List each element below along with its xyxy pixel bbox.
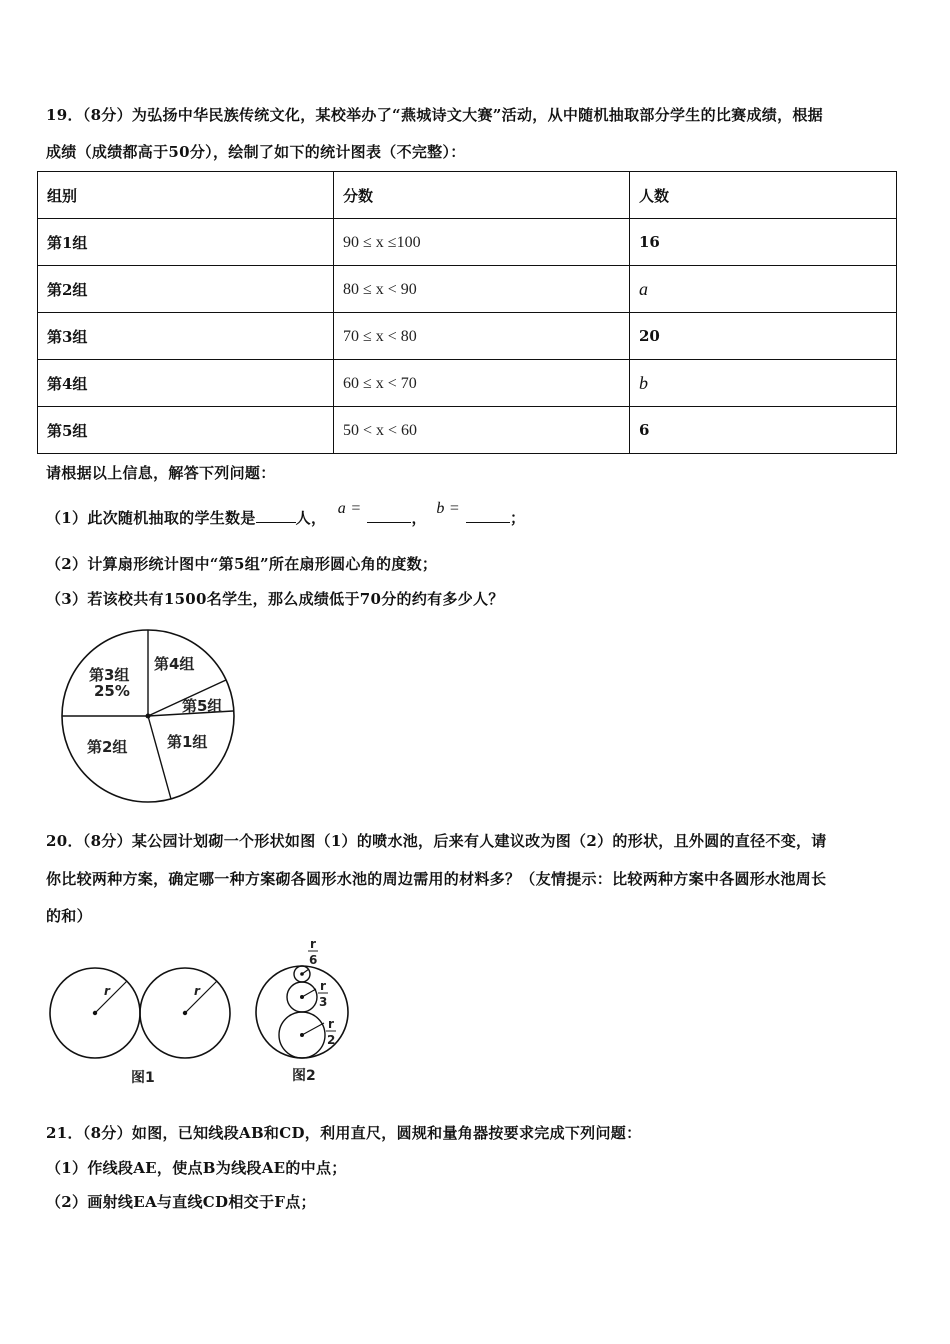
count-text: a bbox=[639, 278, 648, 299]
q20-text-line3: 的和） bbox=[46, 907, 92, 925]
table-row bbox=[38, 360, 897, 407]
group-cell: 第2组 bbox=[38, 266, 334, 313]
q19-part3: （3）若该校共有1500名学生，那么成绩低于70分的约有多少人？ bbox=[46, 590, 504, 608]
group-cell: 第1组 bbox=[38, 219, 334, 266]
fig1-right-center bbox=[183, 1011, 187, 1015]
part1-end: ； bbox=[510, 509, 526, 527]
table-row bbox=[38, 313, 897, 360]
fig1-r-label-right: r bbox=[194, 984, 200, 998]
range-text: 60 ≤ x < 70 bbox=[343, 374, 417, 392]
fig1-right-radius bbox=[185, 981, 217, 1013]
q21-text-line1: 21．（8分）如图，已知线段AB和CD，利用直尺，圆规和量角器按要求完成下列问题： bbox=[46, 1124, 642, 1142]
fig2-caption: 图2 bbox=[292, 1068, 316, 1084]
fig2-large-center bbox=[300, 1033, 304, 1037]
range-cell bbox=[334, 407, 630, 454]
part1-text-b: 人， bbox=[295, 509, 327, 527]
count-cell bbox=[630, 360, 897, 407]
answer-blank-count[interactable] bbox=[256, 508, 296, 523]
q20-text-line2: 你比较两种方案，确定哪一种方案砌各圆形水池的周边需用的材料多？（友情提示：比较两种方案中各圆形水池周长 bbox=[46, 870, 827, 888]
q20-text-line1: 20．（8分）某公园计划砌一个形状如图（1）的喷水池，后来有人建议改为图（2）的形状，且外圆的直径不变，请 bbox=[46, 832, 827, 850]
range-cell bbox=[334, 266, 630, 313]
fig2-small-center bbox=[300, 972, 304, 976]
fig2-medium-center bbox=[300, 995, 304, 999]
fig1-caption: 图1 bbox=[131, 1070, 155, 1086]
fig1-left-radius bbox=[95, 981, 127, 1013]
range-text: 90 ≤ x ≤100 bbox=[343, 233, 421, 251]
fig2-r2-den: 2 bbox=[327, 1033, 336, 1047]
count-text: b bbox=[639, 372, 648, 393]
group-cell: 第4组 bbox=[38, 360, 334, 407]
count-text: 16 bbox=[639, 233, 660, 251]
q19-text-line1: 19．（8分）为弘扬中华民族传统文化，某校举办了“燕城诗文大赛”活动，从中随机抽取部分学生的比赛成绩，根据 bbox=[46, 106, 823, 124]
pie-label-g3pct: 25% bbox=[94, 682, 130, 700]
q19-prompt: 请根据以上信息，解答下列问题： bbox=[46, 464, 276, 482]
pie-label-g2: 第2组 bbox=[87, 738, 128, 756]
pie-chart bbox=[55, 625, 245, 810]
header-score: 分数 bbox=[334, 172, 630, 219]
q19-part1 bbox=[46, 500, 526, 528]
fig2-medium-radius bbox=[302, 989, 316, 997]
table-row bbox=[38, 407, 897, 454]
table-row bbox=[38, 266, 897, 313]
pie-label-g4: 第4组 bbox=[154, 655, 195, 673]
fig2-r3-num: r bbox=[320, 979, 326, 993]
q21-part2: （2）画射线EA与直线CD相交于F点； bbox=[46, 1193, 316, 1211]
q21-part1: （1）作线段AE，使点B为线段AE的中点； bbox=[46, 1159, 347, 1177]
figure-1 bbox=[45, 960, 240, 1090]
part1-comma: ， bbox=[411, 509, 427, 527]
range-cell bbox=[334, 219, 630, 266]
count-cell bbox=[630, 407, 897, 454]
group-cell: 第5组 bbox=[38, 407, 334, 454]
range-text: 50 < x < 60 bbox=[343, 421, 418, 439]
b-var: b = bbox=[436, 500, 461, 517]
answer-blank-a[interactable] bbox=[367, 508, 411, 523]
part1-text-a: （1）此次随机抽取的学生数是 bbox=[46, 509, 256, 527]
q19-part2: （2）计算扇形统计图中“第5组”所在扇形圆心角的度数； bbox=[46, 555, 438, 573]
pie-center bbox=[146, 714, 151, 719]
header-group: 组别 bbox=[38, 172, 334, 219]
count-text: 20 bbox=[639, 327, 660, 345]
a-var: a = bbox=[337, 500, 362, 517]
fig2-large-radius bbox=[302, 1023, 324, 1035]
count-text: 6 bbox=[639, 421, 650, 439]
range-text: 70 ≤ x < 80 bbox=[343, 327, 417, 345]
range-text: 80 ≤ x < 90 bbox=[343, 280, 417, 298]
count-cell bbox=[630, 266, 897, 313]
answer-blank-b[interactable] bbox=[466, 508, 510, 523]
figure-2 bbox=[250, 935, 360, 1085]
fig2-r3-den: 3 bbox=[319, 995, 328, 1009]
header-count: 人数 bbox=[630, 172, 897, 219]
group-cell: 第3组 bbox=[38, 313, 334, 360]
q19-text-line2: 成绩（成绩都高于50分），绘制了如下的统计图表（不完整）： bbox=[46, 143, 466, 161]
fig1-r-label-left: r bbox=[104, 984, 110, 998]
pie-label-g1: 第1组 bbox=[167, 733, 208, 751]
fig2-r2-num: r bbox=[328, 1017, 334, 1031]
pie-label-g5: 第5组 bbox=[182, 697, 223, 715]
pie-label-g3: 第3组 bbox=[89, 666, 130, 684]
score-table bbox=[37, 171, 897, 454]
table-header-row bbox=[38, 172, 897, 219]
range-cell bbox=[334, 313, 630, 360]
fig2-r6-den: 6 bbox=[309, 953, 318, 967]
fig2-r6-num: r bbox=[310, 937, 316, 951]
count-cell bbox=[630, 219, 897, 266]
fig1-left-center bbox=[93, 1011, 97, 1015]
count-cell bbox=[630, 313, 897, 360]
table-row bbox=[38, 219, 897, 266]
range-cell bbox=[334, 360, 630, 407]
